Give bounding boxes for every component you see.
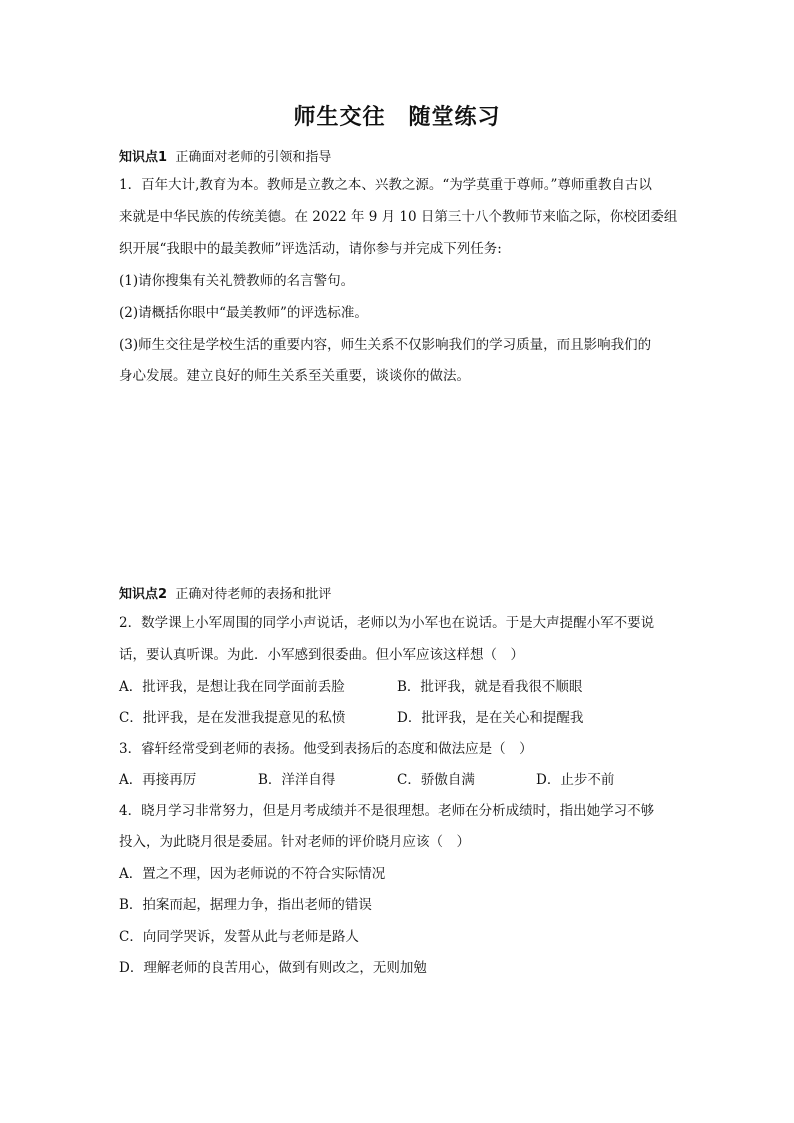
page-title: 师生交往 随堂练习 — [293, 105, 501, 130]
question-2-line-1: 2．数学课上小军周围的同学小声说话，老师以为小军也在说话。于是大声提醒小军不要说 — [119, 615, 655, 631]
question-4-option-d: D．理解老师的良苦用心，做到有则改之，无则加勉 — [119, 960, 427, 976]
question-4-line-2: 投入，为此晓月很是委屈。针对老师的评价晓月应该（ ） — [119, 834, 470, 850]
question-1-sub-1: (1)请你搜集有关礼赞教师的名言警句。 — [119, 273, 355, 289]
section-heading-2 — [119, 583, 331, 602]
section-label: 知识点1 — [119, 150, 168, 165]
question-4-option-b: B．拍案而起，据理力争，指出老师的错误 — [119, 897, 372, 913]
question-3-stem: 3．睿轩经常受到老师的表扬。他受到表扬后的态度和做法应是（ ） — [119, 741, 533, 757]
question-1-line-2: 来就是中华民族的传统美德。在 2022 年 9 月 10 日第三十八个教师节来临之际，你校团委组 — [119, 209, 678, 225]
question-4-option-a: A．置之不理，因为老师说的不符合实际情况 — [119, 866, 386, 882]
section-text: 正确面对老师的引领和指导 — [175, 150, 332, 165]
question-1-sub-2: (2)请概括你眼中“最美教师”的评选标准。 — [119, 305, 368, 321]
question-3-option-d: D．止步不前 — [536, 772, 615, 788]
section-text: 正确对待老师的表扬和批评 — [175, 587, 332, 602]
question-4-option-c: C．向同学哭诉，发誓从此与老师是路人 — [119, 929, 359, 945]
question-2-option-d: D．批评我，是在关心和提醒我 — [397, 710, 584, 726]
question-1-sub-3-line-2: 身心发展。建立良好的师生关系至关重要，谈谈你的做法。 — [119, 368, 470, 384]
question-2-option-c: C．批评我，是在发泄我提意见的私愤 — [119, 710, 346, 726]
question-3-option-a: A．再接再厉 — [119, 772, 197, 788]
question-1-line-1: 1．百年大计,教育为本。教师是立教之本、兴教之源。“为学莫重于尊师。”尊师重教自古以 — [119, 177, 652, 193]
question-2-line-2: 话，要认真听课。为此．小军感到很委曲。但小军应该这样想（ ） — [119, 647, 524, 663]
section-label: 知识点2 — [119, 587, 168, 602]
question-2-option-a: A．批评我，是想让我在同学面前丢脸 — [119, 679, 345, 695]
question-1-sub-3-line-1: (3)师生交往是学校生活的重要内容，师生关系不仅影响我们的学习质量，而且影响我们的 — [119, 337, 652, 353]
question-2-option-b: B．批评我，就是看我很不顺眼 — [397, 679, 583, 695]
question-3-option-c: C．骄傲自满 — [397, 772, 475, 788]
question-4-line-1: 4．晓月学习非常努力，但是月考成绩并不是很理想。老师在分析成绩时，指出她学习不够 — [119, 803, 655, 819]
question-1-line-3: 织开展“我眼中的最美教师”评选活动，请你参与并完成下列任务: — [119, 241, 502, 257]
section-heading-1 — [119, 146, 331, 165]
question-3-option-b: B．洋洋自得 — [258, 772, 336, 788]
